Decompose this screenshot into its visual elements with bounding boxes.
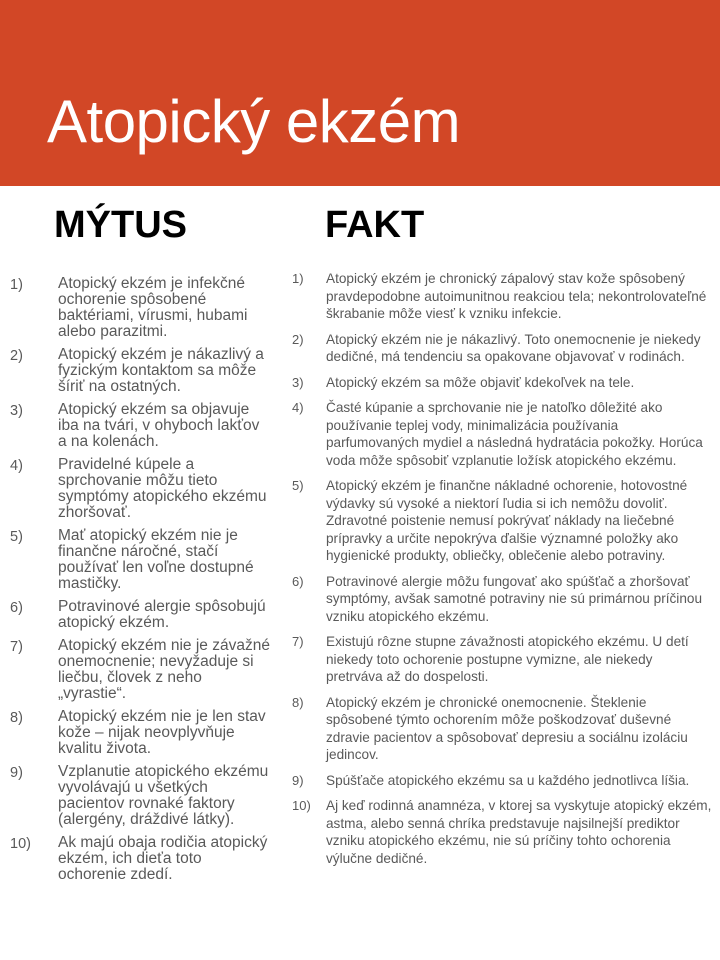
fact-item-number: 1) <box>292 271 304 286</box>
myth-item-number: 9) <box>10 765 23 781</box>
myth-item <box>10 764 272 828</box>
fact-item-text: Atopický ekzém je chronický zápalový stav kože spôsobený pravdepodobne autoimunitnou reakciou tela; nekontrolovateľné škrabanie môže viesť k vzniku infekcie. <box>326 271 707 321</box>
fact-item <box>292 573 712 626</box>
fact-list <box>292 270 712 875</box>
myth-item-number: 5) <box>10 529 23 545</box>
fact-item-text: Atopický ekzém je chronické onemocnenie. Šteklenie spôsobené týmto ochorením môže poškodzovať duševné zdravie pacientov a spôsobovať depresiu a sociálnu izoláciu jedincov. <box>326 694 688 762</box>
myth-item <box>10 638 272 702</box>
myth-item <box>10 528 272 592</box>
myth-item-number: 3) <box>10 403 23 419</box>
fact-item <box>292 331 712 366</box>
myth-item <box>10 347 272 395</box>
myth-item-number: 1) <box>10 277 23 293</box>
myth-item-text: Ak majú obaja rodičia atopický ekzém, ich dieťa toto ochorenie zdedí. <box>58 834 268 883</box>
fact-heading: FAKT <box>325 204 425 246</box>
fact-item-text: Atopický ekzém nie je nákazlivý. Toto onemocnenie je niekedy dedičné, má tendenciu sa opakovane objavovať v rodinách. <box>326 331 701 364</box>
fact-item-number: 10) <box>292 798 311 813</box>
myth-item-text: Atopický ekzém sa objavuje iba na tvári, v ohyboch lakťov a na kolenách. <box>58 401 260 450</box>
fact-item-number: 6) <box>292 573 304 589</box>
fact-item-text: Aj keď rodinná anamnéza, v ktorej sa vyskytuje atopický ekzém, astma, alebo senná chríka predstavuje najsilnejší prediktor vzniku atopického ekzému, nie sú príčiny tohto ochorenia výlučne dedičné. <box>326 798 712 866</box>
myth-item <box>10 709 272 757</box>
fact-item-text: Časté kúpanie a sprchovanie nie je natoľko dôležité ako používanie teplej vody, minimalizácia používania parfumovaných mydiel a následná hydratácia pokožky. Horúca voda môže spôsobiť vzplanutie ložísk atopického ekzému. <box>326 400 703 468</box>
myth-item <box>10 276 272 340</box>
fact-item <box>292 477 712 565</box>
fact-item <box>292 633 712 686</box>
myth-item-number: 10) <box>10 836 31 852</box>
myth-item-text: Atopický ekzém je infekčné ochorenie spôsobené baktériami, vírusmi, hubami alebo parazitmi. <box>58 275 248 340</box>
myth-item-text: Potravinové alergie spôsobujú atopický ekzém. <box>58 598 266 631</box>
myth-item-text: Pravidelné kúpele a sprchovanie môžu tieto symptómy atopického ekzému zhoršovať. <box>58 456 267 521</box>
myth-item-text: Atopický ekzém nie je len stav kože – nijak neovplyvňuje kvalitu života. <box>58 708 266 757</box>
fact-item-text: Potravinové alergie môžu fungovať ako spúšťač a zhoršovať symptómy, avšak samotné potraviny nie sú primárnou príčinou vzniku atopického ekzému. <box>326 573 703 624</box>
myth-item-text: Atopický ekzém nie je závažné onemocnenie; nevyžaduje si liečbu, človek z neho „vyrastie“. <box>58 637 270 702</box>
myth-list <box>10 276 272 890</box>
myth-item-number: 2) <box>10 348 23 364</box>
myth-item <box>10 402 272 450</box>
fact-item-number: 3) <box>292 374 304 390</box>
myth-item-text: Mať atopický ekzém nie je finančne náročné, stačí používať len voľne dostupné mastičky. <box>58 527 254 592</box>
myth-item-text: Atopický ekzém je nákazlivý a fyzickým kontaktom sa môže šíriť na ostatných. <box>58 346 264 395</box>
fact-item <box>292 797 712 867</box>
title-banner <box>0 0 720 186</box>
myth-item <box>10 599 272 631</box>
fact-item-text: Spúšťače atopického ekzému sa u každého jednotlivca líšia. <box>326 772 690 788</box>
myth-item-number: 7) <box>10 639 23 655</box>
myth-item-text: Vzplanutie atopického ekzému vyvolávajú u všetkých pacientov rovnaké faktory (alergény, dráždivé látky). <box>58 763 269 828</box>
fact-item-number: 9) <box>292 772 304 788</box>
fact-item-text: Existujú rôzne stupne závažnosti atopického ekzému. U detí niekedy toto ochorenie postupne vymizne, ale niekedy pretrváva až do dospelosti. <box>326 634 689 684</box>
fact-item-number: 7) <box>292 634 304 649</box>
myth-item-number: 4) <box>10 458 23 474</box>
myth-heading: MÝTUS <box>54 204 187 246</box>
myth-item <box>10 457 272 521</box>
fact-item-text: Atopický ekzém sa môže objaviť kdekoľvek na tele. <box>326 374 635 390</box>
fact-item-number: 8) <box>292 694 304 710</box>
myth-item-number: 6) <box>10 600 23 616</box>
fact-item <box>292 399 712 469</box>
fact-item <box>292 772 712 790</box>
fact-item <box>292 694 712 764</box>
fact-item-number: 5) <box>292 478 304 493</box>
fact-item-text: Atopický ekzém je finančne nákladné ochorenie, hotovostné výdavky sú vysoké a niektorí ľudia si ich nemôžu dovoliť. Zdravotné poistenie nemusí pokrývať náklady na liečebné prípravky a určite nepokrýva ďalšie významné položky ako hygienické produkty, obliečky, oblečenie alebo potraviny. <box>326 478 688 563</box>
fact-item <box>292 270 712 323</box>
myth-item <box>10 835 272 883</box>
myth-item-number: 8) <box>10 710 23 726</box>
fact-item <box>292 374 712 392</box>
fact-item-number: 2) <box>292 331 304 347</box>
fact-item-number: 4) <box>292 400 304 415</box>
slide-title: Atopický ekzém <box>47 88 461 155</box>
